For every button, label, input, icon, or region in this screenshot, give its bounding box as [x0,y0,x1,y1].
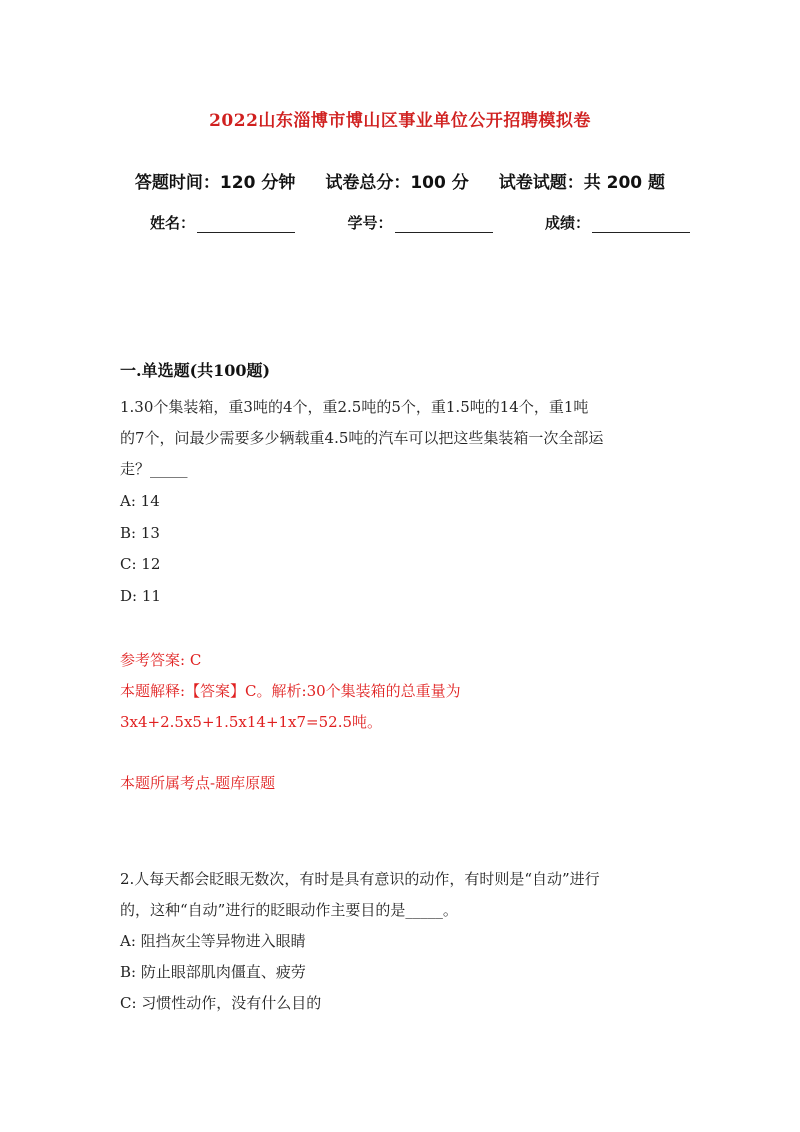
option-d: D: 11 [120,586,161,605]
student-id-field [347,212,492,233]
name-label: 姓名： [150,214,196,232]
grade-label: 成绩： [544,214,590,232]
question-2-options [120,926,680,1019]
exam-title: 2022山东淄博市博山区事业单位公开招聘模拟卷 [209,111,591,131]
question-line: 的7个，问最少需要多少辆载重4.5吨的汽车可以把这些集装箱一次全部运 [120,429,604,447]
explanation-line: 本题解释:【答案】C。解析:30个集装箱的总重量为 [120,682,461,700]
name-field [150,212,295,233]
reference-answer: 参考答案: C [120,651,202,669]
question-line: 2.人每天都会眨眼无数次，有时是具有意识的动作，有时则是“自动”进行 [120,870,600,888]
section-title: 一.单选题(共100题) [120,361,271,380]
grade-field [545,212,690,233]
option-b: B: 防止眼部肌肉僵直、疲劳 [120,963,306,981]
option-a: A: 14 [120,492,160,510]
explanation-line: 3x4+2.5x5+1.5x14+1x7=52.5吨。 [120,713,383,731]
student-info [150,212,690,233]
question-line: 走？_____ [120,460,188,478]
student-id-label: 学号： [347,214,393,232]
answer-explanation [120,676,680,738]
exam-meta [0,168,800,193]
question-line: 的，这种“自动”进行的眨眼动作主要目的是_____。 [120,901,458,919]
exam-question-count: 试卷试题：共 200 题 [498,173,666,193]
option-b: B: 13 [120,523,160,542]
option-c: C: 12 [120,555,161,573]
question-source: 本题所属考点-题库原题 [120,774,276,792]
question-1-options [120,486,680,612]
exam-time: 答题时间：120 分钟 [134,173,296,193]
exam-total-score: 试卷总分：100 分 [325,173,469,193]
question-2-stem [120,864,680,926]
option-c: C: 习惯性动作，没有什么目的 [120,994,322,1012]
name-blank [197,217,295,233]
grade-blank [592,217,690,233]
question-line: 1.30个集装箱，重3吨的4个，重2.5吨的5个，重1.5吨的14个，重1吨 [120,398,589,416]
question-1-stem [120,392,680,485]
student-id-blank [395,217,493,233]
option-a: A: 阻挡灰尘等异物进入眼睛 [120,932,306,950]
